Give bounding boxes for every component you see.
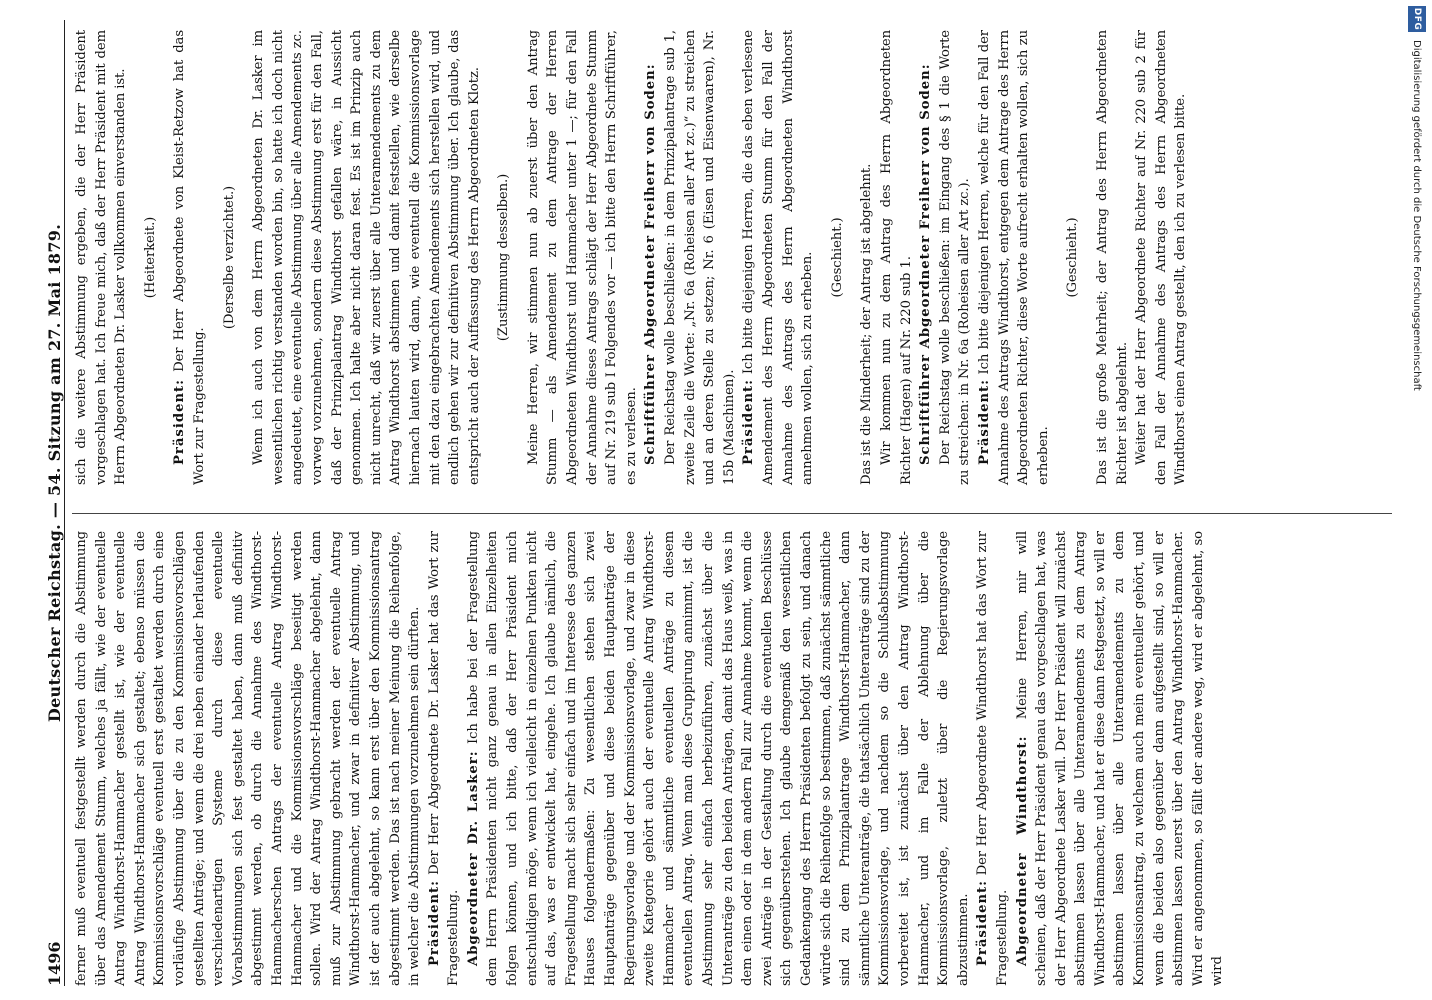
speaker-name: Präsident: xyxy=(975,879,991,966)
paragraph xyxy=(661,30,739,485)
speaker-name: Präsident: xyxy=(741,378,757,465)
paragraph xyxy=(641,30,661,485)
paragraph-text: Weiter hat der Herr Abgeordnete Richter auf Nr. 220 sub 2 für den Fall der Annahme des Antrags des Herrn Abgeordneten Windthorst einen Antrag gestellt, den ich zu verlesen bitte. xyxy=(1134,30,1189,485)
paragraph-text: Das ist die Minderheit; der Antrag ist abgelehnt. xyxy=(859,163,875,485)
paragraph-text: Ich bitte diejenigen Herren, welche für den Fall der Annahme des Antrags Windthorst, entgegen dem Antrage des Herrn Abgeordneten Richter, diese Worte aufrecht erhalten wollen, sich zu erheben. xyxy=(976,30,1051,485)
paragraph xyxy=(916,30,936,485)
paragraph xyxy=(1093,30,1132,485)
paragraph xyxy=(72,30,131,485)
page-title: Deutscher Reichstag. — 54. Sitzung am 27. Mai 1879. xyxy=(45,223,64,723)
paragraph-text: ferner muß eventuell festgestellt werden durch die Abstimmung über das Amendement Stumm, welches ja fällt, wie der eventuelle Antrag Windthorst-Hammacher gestellt ist, wie der eventuelle Antrag Windthorst-Hammacher sich gestaltet; ebenso müssen die Kommissionsvorschläge eventuell erst gestaltet werden durch eine vorläufige Abstimmung über die zu den Kommissionsvorschlägen gestellten Anträge; und wenn die drei neben einander herlaufenden verschiedenartigen Systeme durch diese eventuelle Vorabstimmungen sich fest gestaltet haben, dann muß definitiv abgestimmt werden, ob durch die Annahme des Windthorst-Hammacherschen Antrags der eventuelle Antrag Windthorst-Hammacher und die Kommissionsvorschläge beseitigt werden sollen. Wird der Antrag Windthorst-Hammacher abgelehnt, dann muß zur Abstimmung gebracht werden der eventuelle Antrag Windthorst-Hammacher, und zwar in definitiver Abstimmung, und ist der auch abgelehnt, so kann erst über den Kommissionsantrag abgestimmt werden. Das ist nach meiner Meinung die Reihenfolge, in welcher die Abstimmungen vorzunehmen sein dürften. xyxy=(74,531,423,986)
speaker-name: Abgeordneter Windthorst: xyxy=(1014,735,1030,966)
speaker-name: Schriftführer Abgeordneter Freiherr von Soden: xyxy=(918,63,934,465)
speaker-name: Abgeordneter Dr. Lasker: xyxy=(465,750,481,966)
paragraph xyxy=(1132,30,1191,485)
stage-direction: (Zustimmung desselben.) xyxy=(496,173,512,342)
paragraph-text: Der Herr Abgeordnete Windthorst hat das Wort zur Fragestellung. xyxy=(975,531,1010,986)
paragraph xyxy=(524,30,642,485)
digitization-banner xyxy=(1402,0,1432,1000)
paragraph xyxy=(973,531,1012,986)
column-divider xyxy=(72,513,1392,514)
paragraph-text: Wenn ich auch von dem Herrn Abgeordneten Dr. Lasker im wesentlichen richtig verstanden worden bin, so hatte ich doch nicht angedeutet, eine eventuelle Abstimmung über alle Amendements zc. vorweg vorzunehmen, sondern diese Abstimmung erst für den Fall, daß der Prinzipalantrag Windthorst gefallen wäre, in Aussicht genommen. Ich halte aber nicht daran fest. Es ist im Prinzip auch nicht unrecht, daß wir zuerst über alle Unteramendements zu dem Antrag Windthorst abstimmen und damit feststellen, wie derselbe hiernach lauten wird, dann, wie eventuell die Kommissionsvorlage mit den dazu eingebrachten Amendements sich herstellen wird, und endlich gehen wir zur definitiven Abstimmung über. Ich glaube, das entspricht auch der Auffassung des Herrn Abgeordneten Klotz. xyxy=(251,30,482,485)
digitization-credit: Digitalisierung gefördert durch die Deutsche Forschungsgemeinschaft xyxy=(1411,40,1423,391)
page-number: 1496 xyxy=(45,941,64,986)
speaker-name: Präsident: xyxy=(172,378,188,465)
paragraph xyxy=(425,531,464,986)
dfg-logo: DFG xyxy=(1408,6,1426,32)
paragraph xyxy=(877,30,916,485)
paragraph-text: Der Reichstag wolle beschließen: im Eingang des § 1 die Worte zu streichen: in Nr. 6a (Roheisen aller Art zc.). xyxy=(937,30,973,485)
paragraph xyxy=(170,30,209,485)
paragraph-text: Das ist die große Mehrheit; der Antrag des Herrn Abgeordneten Richter ist abgelehnt. xyxy=(1094,30,1130,485)
right-column xyxy=(72,30,1392,485)
paragraph xyxy=(975,30,1053,485)
stage-direction: (Heiterkeit.) xyxy=(142,216,158,299)
paragraph xyxy=(1013,531,1229,986)
page-header xyxy=(30,20,65,986)
stage-direction: (Geschieht.) xyxy=(1065,217,1081,298)
paragraph xyxy=(857,30,877,485)
speaker-name: Schriftführer Abgeordneter Freiherr von Soden: xyxy=(643,63,659,465)
stage-direction: (Geschieht.) xyxy=(829,217,845,298)
speaker-name: Präsident: xyxy=(976,378,992,465)
paragraph-text: sich die weitere Abstimmung ergeben, die der Herr Präsident vorgeschlagen hat. Ich freue mich, daß der Herr Präsident mit dem Herrn Abgeordneten Dr. Lasker vollkommen einverstanden ist. xyxy=(74,30,129,485)
paragraph xyxy=(739,30,817,485)
paragraph xyxy=(464,531,973,986)
paragraph xyxy=(249,30,484,485)
paragraph-text: Der Herr Abgeordnete Dr. Lasker hat das Wort zur Fragestellung. xyxy=(426,531,462,986)
paragraph-text: Meine Herren, mir will scheinen, daß der Herr Präsident genau das vorgeschlagen hat, was der Herr Abgeordnete Lasker will. Der Herr Präsident will zunächst abstimmen lassen über alle Unteramendements zu dem Antrag Windthorst-Hammacher, und hat er diese dann festgesetzt, so will er abstimmen lassen über alle Unteramendements zu dem Kommissionsantrag, zu welchem auch mein eventueller gehört, und wenn die beiden also gegenüber dann aufgestellt sind, so will er abstimmen lassen zuerst über den Antrag Windthorst-Hammacher. Wird er angenommen, so fällt der andere weg, wird er abgelehnt, so wird xyxy=(1014,531,1226,986)
left-column xyxy=(72,531,1392,986)
paragraph-text: Der Herr Abgeordnete von Kleist-Retzow hat das Wort zur Fragestellung. xyxy=(172,30,207,485)
speaker-name: Präsident: xyxy=(426,879,442,966)
stage-direction: (Derselbe verzichtet.) xyxy=(221,185,237,330)
paragraph xyxy=(72,531,425,986)
paragraph-text: Ich bitte diejenigen Herren, die das eben verlesene Amendement des Herrn Abgeordneten Stumm für den Fall der Annahme des Antrags des Herrn Abgeordneten Windthorst annehmen wollen, sich zu erheben. xyxy=(741,30,816,485)
paragraph-text: Ich habe bei der Fragestellung dem Herrn Präsidenten nicht ganz genau in allen Einzelheiten folgen können, und ich bitte, daß der Herr Präsident mich entschuldigen möge, wenn ich vielleicht in einzelnen Punkten nicht auf das, was er entwickelt hat, eingehe. Ich glaube nämlich, die Fragestellung macht sich sehr einfach und im Interesse des ganzen Hauses folgendermaßen: Zu wesentlichen stehen sich zwei Hauptanträge gegenüber und diese beiden Hauptanträge der Regierungsvorlage und der Kommissionsvorlage, und zwar in diese zweite Kategorie gehört auch der eventuelle Antrag Windthorst-Hammacher und sämmtliche eventuellen Anträge zu diesem eventuellen Antrag. Wenn man diese Gruppirung annimmt, ist die Abstimmung sehr einfach herbeizuführen, zunächst über die Unteranträge zu den beiden Anträgen, damit das Haus weiß, was in dem einen oder in dem andern Fall zur Annahme kommt, wenn die zwei Anträge in der Gestaltung durch die eventuellen Beschlüsse sich gegenüberstehen. Ich glaube demgemäß den wesentlichen Gedankengang des Herrn Präsidenten befolgt zu sein, und danach würde sich die Reihenfolge so bestimmen, daß zunächst sämmtliche sind zu dem Prinzipalantrage Windthorst-Hammacher, dann sämmtliche Unteranträge, die thatsächlich Unteranträge sind zu der Kommissionsvorlage, und nachdem so die Schlußabstimmung vorbereitet ist, ist zunächst über den Antrag Windthorst-Hammacher, und im Falle der Ablehnung über die Kommissionsvorlage, zuletzt über die Regierungsvorlage abzustimmen. xyxy=(465,531,971,986)
paragraph-text: Wir kommen nun zu dem Antrag des Herrn Abgeordneten Richter (Hagen) auf Nr. 220 sub 1. xyxy=(878,30,914,485)
paragraph-text: Der Reichstag wolle beschließen: in dem Prinzipalantrage sub 1, zweite Zeile die Worte: „Nr. 6a (Roheisen aller Art zc.)“ zu streichen und an deren Stelle zu setzen; Nr. 6 (Eisen und Eisenwaaren), Nr. 15b (Maschinen). xyxy=(663,30,737,485)
paragraph xyxy=(936,30,975,485)
paragraph-text: Meine Herren, wir stimmen nun ab zuerst über den Antrag Stumm — als Amendement zu dem Antrage der Herren Abgeordneten Windthorst und Hammacher unter 1 —; für den Fall der Annahme dieses Antrags schlägt der Herr Abgeordnete Stumm auf Nr. 219 sub I Folgendes vor — ich bitte den Herrn Schriftführer, es zu verlesen. xyxy=(525,30,639,485)
